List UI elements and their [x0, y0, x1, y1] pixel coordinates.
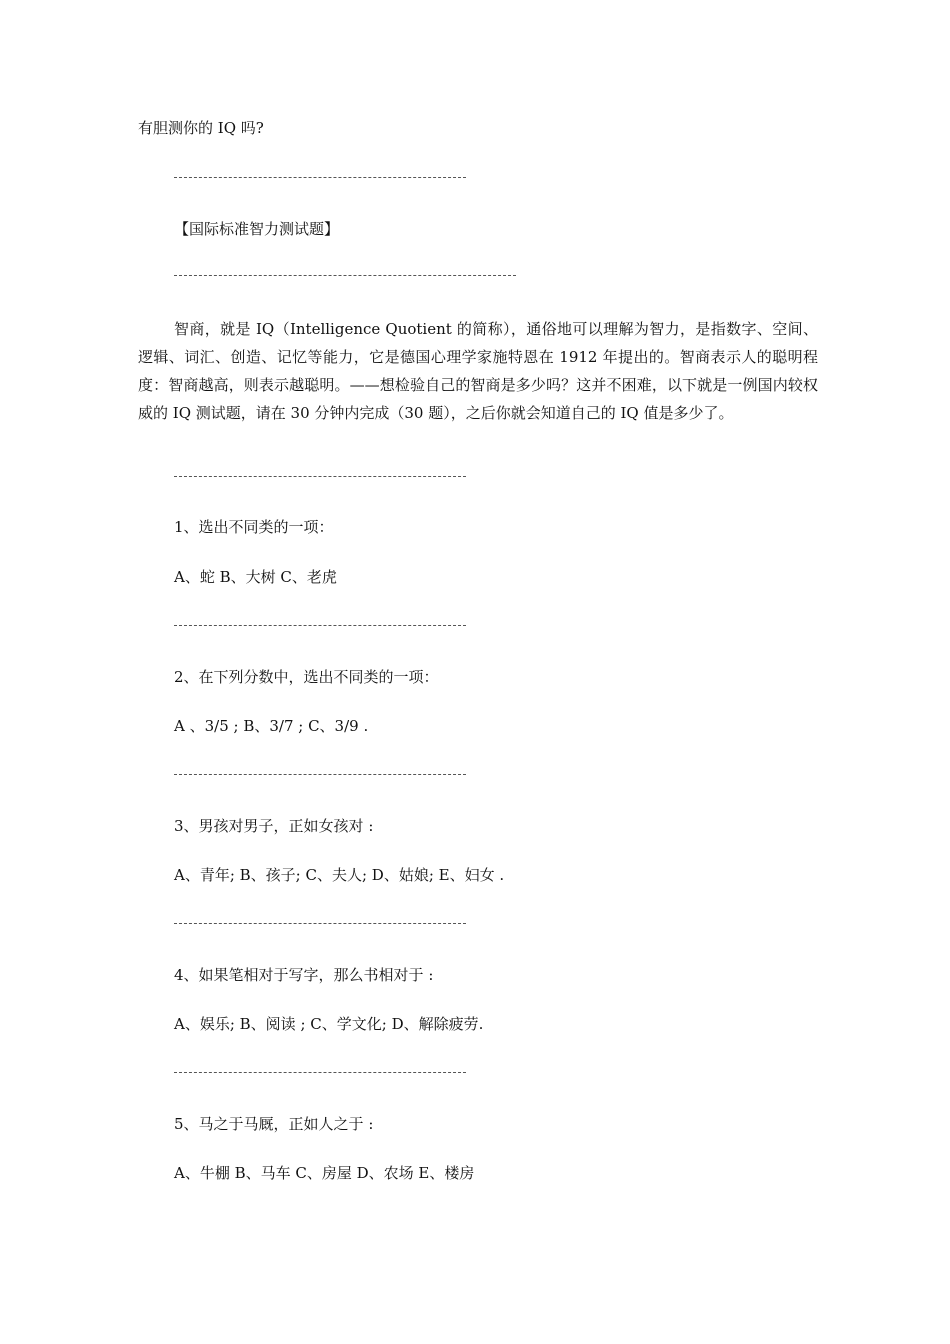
question-prompt: 4、如果笔相对于写字，那么书相对于 :	[174, 966, 434, 984]
question-prompt: 1、选出不同类的一项：	[174, 518, 334, 536]
question-options: A 、3/5 ; B、3/7 ; C、3/9 .	[174, 717, 369, 735]
divider	[174, 774, 466, 775]
divider	[174, 275, 516, 276]
intro-paragraph: 智商，就是 IQ（Intelligence Quotient 的简称），通俗地可以理解为智力，是指数字、空间、逻辑、词汇、创造、记忆等能力，它是德国心理学家施特恩在 1912 年提出的。智商表示人的聪明程度：智商越高，则表示越聪明。——想检验自己的智商是多少吗？这并不困难，以下就是一例国内较权威的 IQ 测试题，请在 30 分钟内完成（30 题），之后你就会知道自己的 IQ 值是多少了。	[138, 320, 818, 422]
divider	[174, 625, 466, 626]
question-prompt: 3、男孩对男子，正如女孩对 :	[174, 817, 374, 835]
question-options: A、青年; B、孩子; C、夫人; D、姑娘; E、妇女 .	[174, 866, 505, 884]
document-title: 有胆测你的 IQ 吗?	[138, 119, 264, 137]
divider	[174, 1072, 466, 1073]
question-options: A、蛇 B、大树 C、老虎	[174, 568, 337, 586]
divider	[174, 476, 466, 477]
section-heading: 【国际标准智力测试题】	[174, 220, 340, 238]
question-prompt: 5、马之于马厩，正如人之于 :	[174, 1115, 374, 1133]
question-options: A、娱乐; B、阅读 ; C、学文化; D、解除疲劳.	[174, 1015, 484, 1033]
question-options: A、牛棚 B、马车 C、房屋 D、农场 E、楼房	[174, 1164, 475, 1182]
divider	[174, 177, 466, 178]
question-prompt: 2、在下列分数中，选出不同类的一项：	[174, 668, 439, 686]
divider	[174, 923, 466, 924]
